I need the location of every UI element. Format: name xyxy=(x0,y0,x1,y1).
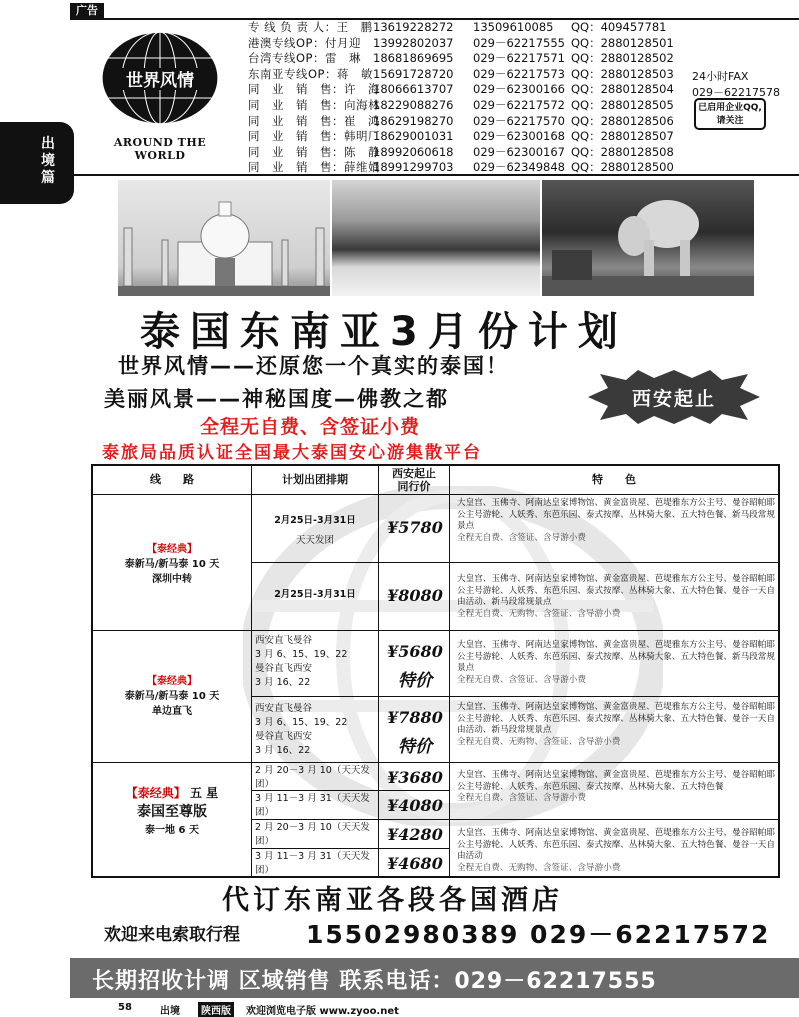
welcome-text: 欢迎来电索取行程 xyxy=(104,925,240,945)
header-features: 特 色 xyxy=(592,473,636,486)
special-price-tag: 特价 xyxy=(398,737,432,757)
price-cell: ¥8080 xyxy=(387,586,443,605)
contact-tel: 029－62217555 xyxy=(473,35,565,50)
contact-tel: 029－62349848 xyxy=(473,160,565,175)
contact-qq: QQ：2880128503 xyxy=(571,66,674,81)
contact-mobile: 18066613707 xyxy=(373,82,454,97)
logo-chinese: 世界风情 xyxy=(126,71,194,91)
route-name: 五 星 xyxy=(190,786,219,800)
photo-taj-mahal xyxy=(118,180,330,296)
contact-tel: 029－62217571 xyxy=(473,51,565,66)
section-char-3: 篇 xyxy=(41,170,55,186)
page-title: 泰国东南亚3月份计划 xyxy=(140,309,628,355)
features-cell xyxy=(457,770,777,805)
special-price-tag: 特价 xyxy=(398,671,432,691)
header-price-line1: 西安起止 xyxy=(392,467,436,480)
route-name-2: 泰国至尊版 xyxy=(137,804,207,820)
contact-role: 台湾专线OP：雷 琳 xyxy=(248,51,361,66)
photo-strip xyxy=(118,180,754,296)
promo-line-2: 泰旅局品质认证全国最大泰国安心游集散平台 xyxy=(102,443,482,463)
schedule-line: 3 月 11－3 月 31（天天发团） xyxy=(255,793,370,818)
contact-qq: QQ：2880128506 xyxy=(571,113,674,128)
fax-label: 24小时FAX xyxy=(692,70,749,83)
row-divider xyxy=(251,562,778,563)
features-sub: 全程无自费、含签证、含导游小费 xyxy=(457,793,586,803)
fax-number: 029－62217578 xyxy=(692,86,780,99)
schedule-line: 3 月 6、15、19、22 xyxy=(255,649,348,660)
contact-mobile: 15691728720 xyxy=(373,66,454,81)
contact-mobile: 18229088276 xyxy=(373,97,454,112)
contact-mobile: 18991299703 xyxy=(373,160,454,175)
col-divider xyxy=(251,466,252,876)
schedule-line: 2月25日-3月31日 xyxy=(274,589,356,600)
col-divider xyxy=(378,466,379,876)
header-price xyxy=(379,466,449,494)
features-sub: 全程无自费、无购物、含签证、含导游小费 xyxy=(457,608,621,619)
schedule-line: 西安直飞曼谷 xyxy=(255,635,313,646)
route-tag: 【泰经典】 xyxy=(125,786,186,800)
enterprise-qq-badge xyxy=(694,98,766,130)
contact-mobile: 18629001031 xyxy=(373,129,454,144)
page-number: 58 xyxy=(118,1002,132,1013)
slogan-line-2: 美丽风景——神秘国度—佛教之都 xyxy=(104,387,449,411)
contact-mobile: 18992060618 xyxy=(373,144,454,159)
welcome-phone: 15502980389 029－62217572 xyxy=(306,920,771,949)
contact-qq: QQ：2880128500 xyxy=(571,160,674,175)
features-cell xyxy=(457,574,777,620)
route-group-2 xyxy=(93,674,251,719)
schedule-line: 天天发团 xyxy=(295,535,334,546)
contact-qq: QQ：2880128508 xyxy=(571,144,674,159)
fax-info xyxy=(692,69,780,101)
header-price-line2: 同行价 xyxy=(397,480,431,493)
features-cell xyxy=(457,498,777,544)
photo-elephant-statue xyxy=(542,180,754,296)
photo-beach xyxy=(332,180,540,296)
features-cell xyxy=(457,640,777,686)
features-text: 大皇宫、玉佛寺、阿南达皇家博物馆、黄金富贵屋、芭堤雅东方公主号、曼谷昭帕耶公主号游轮、人妖秀、东芭乐园、泰式按摩、丛林骑大象、五大特色餐、曼谷一天自由活动、新马段常规景点 xyxy=(457,702,775,735)
footer-section: 出境 xyxy=(160,1006,180,1017)
schedule-line: 曼谷直飞西安 xyxy=(255,731,313,742)
contact-qq: QQ：2880128501 xyxy=(571,35,674,50)
price-cell: ¥4280 xyxy=(387,825,443,844)
contact-qq: QQ：409457781 xyxy=(571,20,667,34)
group-divider xyxy=(93,630,778,631)
contact-role: 同 业 销 售：韩明厂 xyxy=(248,129,380,144)
route-sub: 深圳中转 xyxy=(152,574,192,585)
price-cell: ¥4680 xyxy=(387,854,443,873)
contact-role: 同 业 销 售：陈 静 xyxy=(248,144,380,159)
header-route: 线 路 xyxy=(150,473,194,486)
contact-role: 东南亚专线OP：蒋 敏 xyxy=(248,66,373,81)
schedule-line: 曼谷直飞西安 xyxy=(255,663,313,674)
schedule-cell xyxy=(255,634,375,690)
route-name: 泰新马/新马泰 10 天 xyxy=(124,691,220,702)
contact-tel: 029－62217573 xyxy=(473,66,565,81)
contact-role: 同 业 销 售：许 海 xyxy=(248,82,380,97)
schedule-cell xyxy=(255,764,375,792)
agency-header xyxy=(80,14,790,174)
schedule-line: 3 月 16、22 xyxy=(255,677,311,688)
features-sub: 全程无自费、无购物、含签证、含导游小费 xyxy=(457,736,621,747)
header-schedule: 计划出团排期 xyxy=(282,473,348,486)
logo-english: AROUND THE WORLD xyxy=(113,136,207,162)
features-text: 大皇宫、玉佛寺、阿南达皇家博物馆、黄金富贵屋、芭堤雅东方公主号、曼谷昭帕耶公主号游轮、人妖秀、东芭乐园、泰式按摩、丛林骑大象、五大特色餐、新马段常规景点 xyxy=(457,498,775,531)
features-sub: 全程无自费、含签证、含导游小费 xyxy=(457,532,586,543)
contact-tel: 029－62217570 xyxy=(473,113,565,128)
contact-mobile: 18629198270 xyxy=(373,113,454,128)
contact-tel: 029－62300168 xyxy=(473,129,565,144)
price-cell: ¥5780 xyxy=(387,518,443,537)
price-cell: ¥7880 xyxy=(387,708,443,727)
contact-tel: 029－62300167 xyxy=(473,144,565,159)
header-divider xyxy=(93,494,778,495)
features-sub: 全程无自费、含签证、含导游小费 xyxy=(457,674,586,685)
contact-role: 港澳专线OP：付月迎 xyxy=(248,35,361,50)
recruit-banner xyxy=(70,958,799,998)
features-text: 大皇宫、玉佛寺、阿南达皇家博物馆、黄金富贵屋、芭堤雅东方公主号、曼谷昭帕耶公主号游轮、人妖秀、东芭乐园、泰式按摩、丛林骑大象、五大特色餐、曼谷一天自由活动、新马段常规景点 xyxy=(457,574,775,607)
section-tab xyxy=(0,122,74,204)
schedule-cell xyxy=(255,514,375,548)
qq-badge-line1: 已启用企业QQ, xyxy=(698,103,762,113)
contact-row xyxy=(248,20,788,36)
price-cell: ¥4080 xyxy=(387,796,443,815)
route-name: 泰新马/新马泰 10 天 xyxy=(124,559,220,570)
features-cell xyxy=(457,828,777,874)
recruit-banner-text: 长期招收计调 区域销售 联系电话：029－62217555 xyxy=(92,969,657,994)
row-divider xyxy=(251,696,778,697)
schedule-line: 3 月 6、15、19、22 xyxy=(255,717,348,728)
contact-role: 同 业 销 售：向海林 xyxy=(248,97,380,112)
section-char-1: 出 xyxy=(41,136,55,152)
itinerary-table xyxy=(91,464,780,878)
group-divider xyxy=(93,762,778,763)
col-divider xyxy=(449,466,450,876)
promo-line-1: 全程无自费、含签证小费 xyxy=(200,416,421,438)
contact-qq: QQ：2880128505 xyxy=(571,97,674,112)
contact-qq: QQ：2880128502 xyxy=(571,51,674,66)
price-cell: ¥3680 xyxy=(387,768,443,787)
route-sub: 单边直飞 xyxy=(152,706,192,717)
header-rule xyxy=(70,174,799,176)
elephant-statue-icon xyxy=(542,180,754,296)
logo xyxy=(90,24,230,164)
section-char-2: 境 xyxy=(41,153,55,169)
schedule-cell xyxy=(255,702,375,758)
route-group-3 xyxy=(93,786,251,838)
features-sub: 全程无自费、无购物、含签证、含导游小费 xyxy=(457,862,621,873)
slogan-line-1: 世界风情——还原您一个真实的泰国！ xyxy=(118,354,509,378)
features-text: 大皇宫、玉佛寺、阿南达皇家博物馆、黄金富贵屋、芭堤雅东方公主号、曼谷昭帕耶公主号游轮、人妖秀、东芭乐园、泰式按摩、丛林骑大象、五大特色餐、新马段常规景点 xyxy=(457,640,775,673)
route-tag: 【泰经典】 xyxy=(147,544,197,555)
contact-tel: 029－62300166 xyxy=(473,82,565,97)
schedule-line: 2 月 20－3 月 10（天天发团） xyxy=(255,765,370,790)
schedule-cell xyxy=(255,792,375,820)
edition-badge: 陕西版 xyxy=(198,1002,234,1017)
ad-label: 广告 xyxy=(70,3,104,19)
contact-mobile: 18681869695 xyxy=(373,51,454,66)
contact-row xyxy=(248,51,788,67)
contact-tel: 029－62217572 xyxy=(473,97,565,112)
schedule-line: 2 月 20－3 月 10（天天发团） xyxy=(255,822,370,847)
price-cell: ¥5680 xyxy=(387,642,443,661)
contact-role: 同 业 销 售：崔 鸿 xyxy=(248,113,380,128)
contact-row xyxy=(248,145,788,161)
palace-icon xyxy=(118,180,330,296)
schedule-line: 2月25日-3月31日 xyxy=(274,515,356,526)
features-cell xyxy=(457,702,777,748)
contact-qq: QQ：2880128507 xyxy=(571,129,674,144)
route-tag: 【泰经典】 xyxy=(147,676,197,687)
schedule-cell xyxy=(255,821,375,849)
contact-mobile: 13992802037 xyxy=(373,35,454,50)
section-tab-text xyxy=(40,136,56,187)
schedule-line: 西安直飞曼谷 xyxy=(255,703,313,714)
contact-row xyxy=(248,129,788,145)
footer-link[interactable]: 欢迎浏览电子版 www.zyoo.net xyxy=(246,1006,399,1017)
departure-city-badge: 西安起止 xyxy=(631,388,716,410)
features-text: 大皇宫、玉佛寺、阿南达皇家博物馆、黄金富贵屋、芭堤雅东方公主号、曼谷昭帕耶公主号游轮、人妖秀、东芭乐园、泰式按摩、丛林骑大象、五大特色餐、曼谷一天自由活动 xyxy=(457,828,775,861)
schedule-line: 3 月 11－3 月 31（天天发团） xyxy=(255,851,370,876)
route-group-1 xyxy=(93,542,251,587)
schedule-line: 3 月 16、22 xyxy=(255,745,311,756)
contact-mobile: 13619228272 xyxy=(373,20,454,34)
schedule-cell xyxy=(255,588,375,602)
route-sub: 泰一地 6 天 xyxy=(145,825,199,836)
contact-tel: 13509610085 xyxy=(473,20,554,34)
contact-role: 同 业 销 售：薛维娟 xyxy=(248,160,380,175)
contact-row xyxy=(248,36,788,52)
schedule-cell xyxy=(255,850,375,878)
contact-qq: QQ：2880128504 xyxy=(571,82,674,97)
features-text: 大皇宫、玉佛寺、阿南达皇家博物馆、黄金富贵屋、芭堤雅东方公主号、曼谷昭帕耶公主号游轮、人妖秀、东芭乐园、泰式按摩、丛林骑大象、五大特色餐 xyxy=(457,770,775,792)
hotel-booking-line: 代订东南亚各段各国酒店 xyxy=(222,885,563,916)
contact-role: 专 线 负 责 人：王 鹏 xyxy=(248,20,373,34)
qq-badge-line2: 请关注 xyxy=(716,116,744,126)
